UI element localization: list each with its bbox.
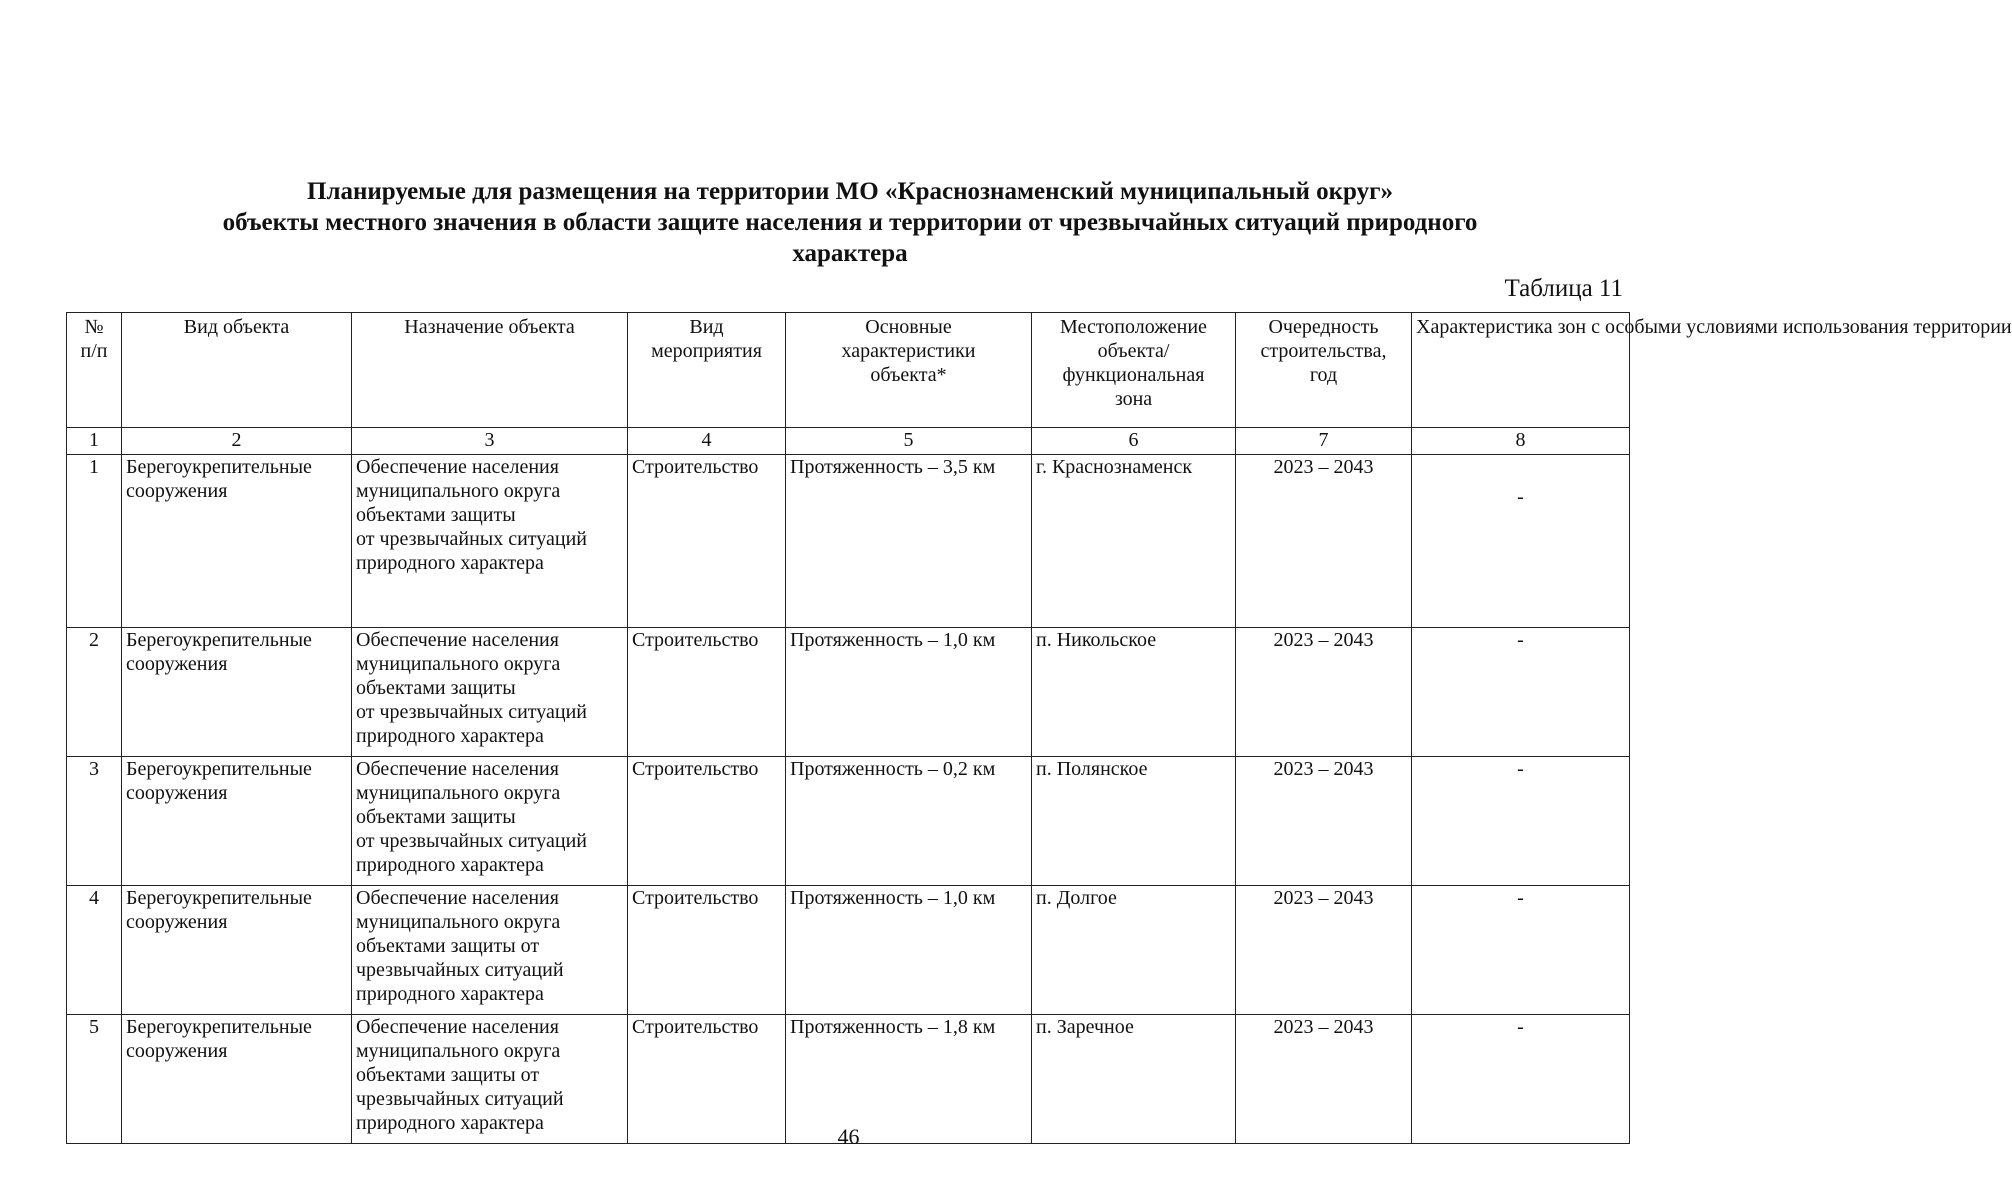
special-zones: - (1412, 886, 1630, 1015)
construction-period: 2023 – 2043 (1236, 1015, 1412, 1144)
header-cell-num: № п/п (67, 313, 122, 428)
activity-type: Строительство (628, 628, 786, 757)
object-type: Берегоукрепительные сооружения (122, 886, 352, 1015)
table-row (67, 628, 1630, 757)
object-purpose: Обеспечение населения муниципального округа объектами защиты от чрезвычайных ситуаций природного характера (352, 1015, 628, 1144)
title-line-2: объекты местного значения в области защите населения и территории от чрезвычайных ситуаций природного (222, 209, 1478, 236)
column-number-cell: 4 (628, 428, 786, 455)
activity-type: Строительство (628, 757, 786, 886)
construction-period: 2023 – 2043 (1236, 628, 1412, 757)
object-type: Берегоукрепительные сооружения (122, 1015, 352, 1144)
row-number: 2 (67, 628, 122, 757)
object-characteristics: Протяженность – 1,0 км (786, 628, 1032, 757)
activity-type: Строительство (628, 455, 786, 628)
object-purpose: Обеспечение населения муниципального округа объектами защиты от чрезвычайных ситуаций природного характера (352, 455, 628, 628)
table-row (67, 455, 1630, 628)
object-characteristics: Протяженность – 0,2 км (786, 757, 1032, 886)
object-purpose: Обеспечение населения муниципального округа объектами защиты от чрезвычайных ситуаций природного характера (352, 628, 628, 757)
header-cell-activity: Вид мероприятия (628, 313, 786, 428)
column-number-cell: 6 (1032, 428, 1236, 455)
document-title (60, 176, 1640, 269)
object-location: п. Заречное (1032, 1015, 1236, 1144)
header-cell-location: Местоположение объекта/ функциональная зона (1032, 313, 1236, 428)
column-number-cell: 2 (122, 428, 352, 455)
construction-period: 2023 – 2043 (1236, 455, 1412, 628)
page-number: 46 (837, 1124, 860, 1149)
object-location: г. Краснознаменск (1032, 455, 1236, 628)
header-cell-zones: Характеристика зон с особыми условиями использования территории (1412, 313, 1630, 428)
row-number: 1 (67, 455, 122, 628)
activity-type: Строительство (628, 886, 786, 1015)
object-purpose: Обеспечение населения муниципального округа объектами защиты от чрезвычайных ситуаций природного характера (352, 757, 628, 886)
special-zones: - (1412, 455, 1630, 628)
table-label: Таблица 11 (1504, 275, 1623, 302)
header-cell-period: Очередность строительства, год (1236, 313, 1412, 428)
activity-type: Строительство (628, 1015, 786, 1144)
column-number-row (67, 428, 1630, 455)
object-type: Берегоукрепительные сооружения (122, 628, 352, 757)
row-number: 5 (67, 1015, 122, 1144)
table-header-row (67, 313, 1630, 428)
title-line-1: Планируемые для размещения на территории МО «Краснознаменский муниципальный округ» (307, 178, 1393, 205)
construction-period: 2023 – 2043 (1236, 757, 1412, 886)
row-number: 3 (67, 757, 122, 886)
object-location: п. Полянское (1032, 757, 1236, 886)
title-line-3: характера (792, 240, 908, 267)
table-row (67, 886, 1630, 1015)
header-cell-type: Вид объекта (122, 313, 352, 428)
object-type: Берегоукрепительные сооружения (122, 757, 352, 886)
column-number-cell: 8 (1412, 428, 1630, 455)
object-location: п. Долгое (1032, 886, 1236, 1015)
object-location: п. Никольское (1032, 628, 1236, 757)
special-zones: - (1412, 628, 1630, 757)
construction-period: 2023 – 2043 (1236, 886, 1412, 1015)
special-zones: - (1412, 757, 1630, 886)
object-characteristics: Протяженность – 1,0 км (786, 886, 1032, 1015)
row-number: 4 (67, 886, 122, 1015)
objects-table (66, 312, 2012, 1144)
object-characteristics: Протяженность – 3,5 км (786, 455, 1032, 628)
column-number-cell: 1 (67, 428, 122, 455)
table-row (67, 757, 1630, 886)
special-zones: - (1412, 1015, 1630, 1144)
column-number-cell: 7 (1236, 428, 1412, 455)
object-purpose: Обеспечение населения муниципального округа объектами защиты от чрезвычайных ситуаций природного характера (352, 886, 628, 1015)
column-number-cell: 5 (786, 428, 1032, 455)
object-characteristics: Протяженность – 1,8 км (786, 1015, 1032, 1144)
column-number-cell: 3 (352, 428, 628, 455)
object-type: Берегоукрепительные сооружения (122, 455, 352, 628)
header-cell-characteristics: Основные характеристики объекта* (786, 313, 1032, 428)
header-cell-purpose: Назначение объекта (352, 313, 628, 428)
